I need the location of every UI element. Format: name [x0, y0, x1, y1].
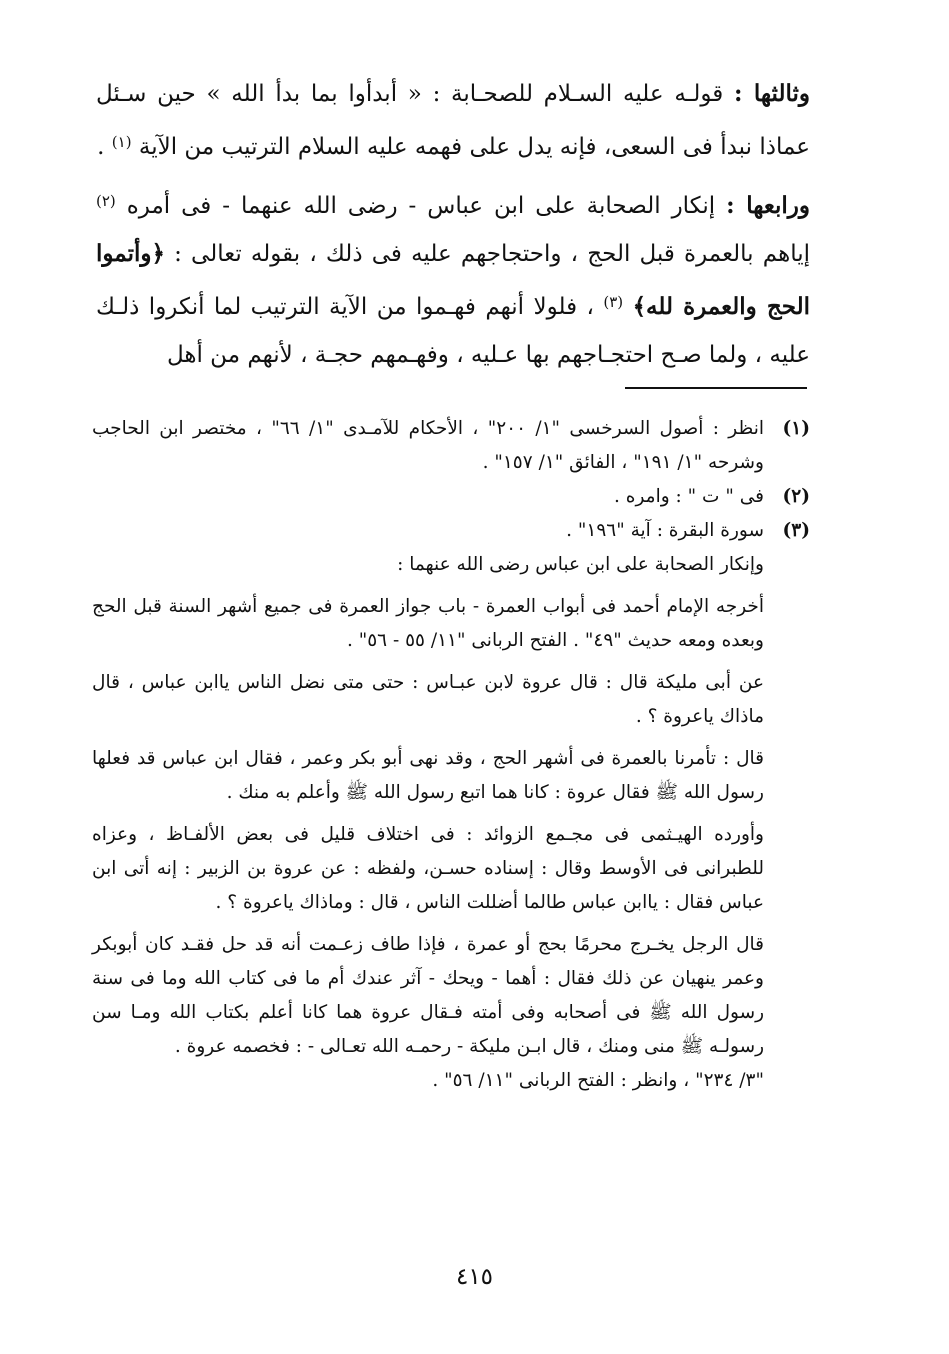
paragraph-third — [96, 70, 810, 171]
footnote-2-text: فى " ت " : وامره . — [614, 486, 764, 507]
footnote-3-number: (٣) — [782, 520, 810, 541]
main-text — [96, 70, 810, 379]
note-paragraph: أخرجه الإمام أحمد فى أبواب العمرة - باب جواز العمرة فى جميع أشهر السنة قبل الحج وبعده ومعه حديث "٤٩" . الفتح الربانى "١١/ ٥٥ - ٥٦" . — [92, 596, 764, 651]
note-paragraph: وأورده الهيـثمى فى مجـمع الزوائد : فى اختلاف قليل فى بعض الألفـاظ ، وعزاه للطبرانى فى الأوسط وقال : إسناده حسـن، ولفظه : عن عروة بن الزبير : إنه أتى ابن عباس فقال : ياابن عباس طالما أضللت الناس ، قال : وماذاك ياعروة ؟ . — [92, 824, 764, 913]
paragraph-fourth-text-2: إياهم بالعمرة قبل الحج ، واحتجاجهم عليه فى ذلك ، بقوله تعالى : — [174, 241, 810, 267]
note-paragraph: عن أبى مليكة قال : قال عروة لابن عبـاس : حتى متى نضل الناس ياابن عباس ، قال ماذاك ياعروة ؟ . — [92, 672, 764, 727]
paragraph-fourth-lead: ورابعها : — [726, 192, 810, 219]
note-paragraph: قال الرجل يخـرج محرمًا بحج أو عمرة ، فإذا طاف زعـمت أنه قد حل فقـد كان أبوبكر وعمر ينهيان عن ذلك فقال : أهما - ويحك - آثر عندك أم ما فى كتاب الله وما فى سنة رسول الله ﷺ فى أصحابه وفى أمته فـقال عروة هما كانا أعلم بكتاب الله ومـا سن رسولـه ﷺ منى ومنك ، قال ابـن مليكة - رحمـه الله تعـالى - : فخصمه عروة . — [92, 934, 764, 1057]
footnotes — [92, 412, 810, 1098]
note-paragraph: قال : تأمرنا بالعمرة فى أشهر الحج ، وقد نهى أبو بكر وعمر ، فقال ابن عباس قد فعلها رسول الله ﷺ فقال عروة : كانا هما اتبع رسول الله ﷺ وأعلم به منك . — [92, 748, 764, 803]
footnote-3-text: سورة البقرة : آية "١٩٦" . — [566, 520, 764, 541]
footnote-2-number: (٢) — [782, 486, 810, 507]
footnote-ref-1: (١) — [111, 133, 132, 151]
paragraph-fourth-text-1: إنكار الصحابة على ابن عباس - رضى الله عنهما - فى أمره — [126, 193, 716, 219]
quran-quote: ﴿وأتموا الحج والعمرة لله﴾ — [96, 240, 810, 320]
footnote-3 — [92, 514, 810, 548]
paragraph-third-end: . — [97, 134, 105, 160]
paragraph-third-text: قولـه عليه السـلام للصحـابة : « أبدأوا بما بدأ الله » حين سـئل عماذا نبدأ فى السعى، فإنه يدل على فهمه عليه السلام الترتيب من الآية — [96, 81, 810, 160]
footnote-1-number: (١) — [782, 418, 810, 439]
paragraph-third-lead: وثالثها : — [734, 80, 810, 107]
paragraph-fourth — [96, 177, 810, 379]
note-paragraph: "٣/ ٢٣٤" ، وانظر : الفتح الربانى "١١/ ٥٦" . — [432, 1070, 764, 1091]
footnote-ref-3: (٣) — [603, 293, 624, 311]
footnote-divider — [625, 387, 807, 389]
footnote-1 — [92, 412, 810, 480]
footnote-2 — [92, 480, 810, 514]
page-number: ٤١٥ — [455, 1264, 494, 1290]
paragraph-fourth-text-3: ، فلولا أنهم فهـموا من الآية الترتيب لما أنكروا ذلـك عليه ، ولما صـح احتجـاجهم بها عـليه ، وفهـمهم حجـة ، لأنهم من أهل — [96, 294, 810, 368]
footnote-ref-2: (٢) — [96, 192, 116, 210]
note-paragraph: وإنكار الصحابة على ابن عباس رضى الله عنهما : — [397, 554, 764, 575]
footnote-1-text: انظر : أصول السرخسى "١/ ٢٠٠" ، الأحكام للآمـدى "١/ ٦٦" ، مختصر ابن الحاجب وشرحه "١/ ١٩١" ، الفائق "١/ ١٥٧" . — [92, 418, 764, 473]
